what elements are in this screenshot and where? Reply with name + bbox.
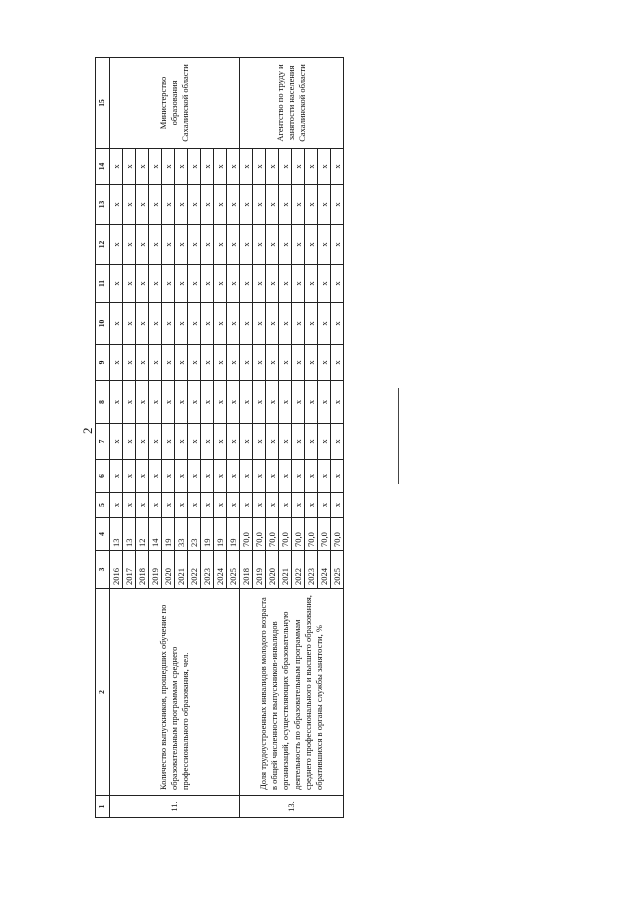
- cross-mark-cell: x: [266, 345, 279, 381]
- cross-mark-cell: x: [149, 225, 162, 265]
- cross-mark-cell: x: [214, 265, 227, 303]
- cross-mark-cell: x: [214, 493, 227, 518]
- cross-mark-cell: x: [227, 345, 240, 381]
- cross-mark-cell: x: [240, 303, 253, 345]
- cross-mark-cell: x: [279, 149, 292, 185]
- cross-mark-cell: x: [331, 149, 344, 185]
- cross-mark-cell: x: [214, 460, 227, 493]
- cross-mark-cell: x: [318, 493, 331, 518]
- cross-mark-cell: x: [331, 493, 344, 518]
- cross-mark-cell: x: [175, 424, 188, 460]
- cross-mark-cell: x: [123, 149, 136, 185]
- value-cell: 70,0: [240, 518, 253, 551]
- cross-mark-cell: x: [305, 149, 318, 185]
- indicator-number: 11.: [110, 796, 240, 818]
- cross-mark-cell: x: [331, 424, 344, 460]
- cross-mark-cell: x: [214, 381, 227, 424]
- cross-mark-cell: x: [201, 460, 214, 493]
- cross-mark-cell: x: [279, 265, 292, 303]
- cross-mark-cell: x: [175, 185, 188, 225]
- value-cell: 13: [110, 518, 123, 551]
- column-header-9: 9: [96, 345, 110, 381]
- cross-mark-cell: x: [331, 265, 344, 303]
- cross-mark-cell: x: [266, 185, 279, 225]
- cross-mark-cell: x: [136, 460, 149, 493]
- cross-mark-cell: x: [201, 493, 214, 518]
- cross-mark-cell: x: [149, 345, 162, 381]
- cross-mark-cell: x: [201, 424, 214, 460]
- value-cell: 14: [149, 518, 162, 551]
- value-cell: 70,0: [279, 518, 292, 551]
- cross-mark-cell: x: [292, 265, 305, 303]
- value-cell: 70,0: [331, 518, 344, 551]
- cross-mark-cell: x: [188, 225, 201, 265]
- cross-mark-cell: x: [162, 225, 175, 265]
- cross-mark-cell: x: [331, 185, 344, 225]
- cross-mark-cell: x: [253, 265, 266, 303]
- cross-mark-cell: x: [162, 493, 175, 518]
- cross-mark-cell: x: [123, 225, 136, 265]
- year-cell: 2019: [149, 551, 162, 589]
- value-cell: 70,0: [292, 518, 305, 551]
- column-header-6: 6: [96, 460, 110, 493]
- cross-mark-cell: x: [240, 345, 253, 381]
- cross-mark-cell: x: [266, 149, 279, 185]
- cross-mark-cell: x: [149, 381, 162, 424]
- cross-mark-cell: x: [279, 381, 292, 424]
- cross-mark-cell: x: [188, 265, 201, 303]
- cross-mark-cell: x: [279, 493, 292, 518]
- cross-mark-cell: x: [305, 460, 318, 493]
- cross-mark-cell: x: [331, 381, 344, 424]
- cross-mark-cell: x: [292, 303, 305, 345]
- year-cell: 2021: [279, 551, 292, 589]
- year-cell: 2016: [110, 551, 123, 589]
- cross-mark-cell: x: [305, 303, 318, 345]
- cross-mark-cell: x: [149, 149, 162, 185]
- cross-mark-cell: x: [110, 265, 123, 303]
- cross-mark-cell: x: [110, 424, 123, 460]
- cross-mark-cell: x: [253, 381, 266, 424]
- column-header-7: 7: [96, 424, 110, 460]
- cross-mark-cell: x: [227, 460, 240, 493]
- cross-mark-cell: x: [201, 345, 214, 381]
- cross-mark-cell: x: [318, 424, 331, 460]
- indicator-name: Доля трудоустроенных инвалидов молодого возраста в общей численности выпускников-инвалидов организаций, осуществляющих образовательную деятельность по образовательным программам среднего профессионального и высшего образования, обратившихся в органы службы занятости, %: [240, 589, 344, 796]
- cross-mark-cell: x: [253, 493, 266, 518]
- value-cell: 70,0: [318, 518, 331, 551]
- cross-mark-cell: x: [292, 424, 305, 460]
- cross-mark-cell: x: [110, 303, 123, 345]
- cross-mark-cell: x: [175, 460, 188, 493]
- value-cell: 19: [214, 518, 227, 551]
- cross-mark-cell: x: [266, 381, 279, 424]
- column-header-13: 13: [96, 185, 110, 225]
- cross-mark-cell: x: [292, 493, 305, 518]
- cross-mark-cell: x: [149, 460, 162, 493]
- cross-mark-cell: x: [253, 345, 266, 381]
- cross-mark-cell: x: [136, 493, 149, 518]
- cross-mark-cell: x: [318, 460, 331, 493]
- cross-mark-cell: x: [318, 265, 331, 303]
- cross-mark-cell: x: [279, 424, 292, 460]
- cross-mark-cell: x: [279, 303, 292, 345]
- year-cell: 2025: [227, 551, 240, 589]
- cross-mark-cell: x: [305, 225, 318, 265]
- cross-mark-cell: x: [175, 303, 188, 345]
- cross-mark-cell: x: [331, 460, 344, 493]
- cross-mark-cell: x: [318, 185, 331, 225]
- cross-mark-cell: x: [162, 424, 175, 460]
- cross-mark-cell: x: [162, 460, 175, 493]
- cross-mark-cell: x: [318, 345, 331, 381]
- cross-mark-cell: x: [175, 345, 188, 381]
- column-header-5: 5: [96, 493, 110, 518]
- cross-mark-cell: x: [292, 149, 305, 185]
- cross-mark-cell: x: [123, 493, 136, 518]
- cross-mark-cell: x: [240, 265, 253, 303]
- cross-mark-cell: x: [227, 265, 240, 303]
- cross-mark-cell: x: [110, 185, 123, 225]
- value-cell: 19: [201, 518, 214, 551]
- cross-mark-cell: x: [188, 185, 201, 225]
- cross-mark-cell: x: [201, 185, 214, 225]
- cross-mark-cell: x: [266, 424, 279, 460]
- indicator-name: Количество выпускников, прошедших обучение по образовательным программам среднего профессионального образования, чел.: [110, 589, 240, 796]
- page-number: 2: [80, 427, 95, 434]
- year-cell: 2023: [201, 551, 214, 589]
- value-cell: 70,0: [253, 518, 266, 551]
- cross-mark-cell: x: [240, 149, 253, 185]
- year-cell: 2022: [292, 551, 305, 589]
- cross-mark-cell: x: [123, 185, 136, 225]
- cross-mark-cell: x: [253, 460, 266, 493]
- column-header-10: 10: [96, 303, 110, 345]
- cross-mark-cell: x: [214, 424, 227, 460]
- cross-mark-cell: x: [279, 345, 292, 381]
- cross-mark-cell: x: [110, 345, 123, 381]
- indicators-table: [95, 57, 344, 818]
- cross-mark-cell: x: [214, 149, 227, 185]
- cross-mark-cell: x: [240, 185, 253, 225]
- cross-mark-cell: x: [110, 225, 123, 265]
- column-header-14: 14: [96, 149, 110, 185]
- margin-rule: [398, 388, 399, 484]
- cross-mark-cell: x: [123, 345, 136, 381]
- cross-mark-cell: x: [331, 225, 344, 265]
- value-cell: 12: [136, 518, 149, 551]
- cross-mark-cell: x: [292, 460, 305, 493]
- cross-mark-cell: x: [240, 381, 253, 424]
- cross-mark-cell: x: [292, 345, 305, 381]
- year-cell: 2019: [253, 551, 266, 589]
- cross-mark-cell: x: [162, 345, 175, 381]
- cross-mark-cell: x: [305, 493, 318, 518]
- cross-mark-cell: x: [318, 303, 331, 345]
- cross-mark-cell: x: [240, 460, 253, 493]
- cross-mark-cell: x: [201, 149, 214, 185]
- cross-mark-cell: x: [253, 303, 266, 345]
- column-header-2: 2: [96, 589, 110, 796]
- cross-mark-cell: x: [292, 381, 305, 424]
- cross-mark-cell: x: [175, 149, 188, 185]
- cross-mark-cell: x: [123, 303, 136, 345]
- cross-mark-cell: x: [136, 303, 149, 345]
- cross-mark-cell: x: [266, 303, 279, 345]
- cross-mark-cell: x: [266, 225, 279, 265]
- table-row: [110, 58, 123, 818]
- year-cell: 2021: [175, 551, 188, 589]
- column-header-4: 4: [96, 518, 110, 551]
- executor-cell: Агентство по труду и занятости населения Сахалинской области: [240, 58, 344, 149]
- cross-mark-cell: x: [305, 185, 318, 225]
- cross-mark-cell: x: [305, 345, 318, 381]
- year-cell: 2018: [240, 551, 253, 589]
- cross-mark-cell: x: [175, 265, 188, 303]
- cross-mark-cell: x: [110, 493, 123, 518]
- cross-mark-cell: x: [110, 381, 123, 424]
- year-cell: 2017: [123, 551, 136, 589]
- value-cell: 13: [123, 518, 136, 551]
- executor-cell: Министерство образования Сахалинской области: [110, 58, 240, 149]
- cross-mark-cell: x: [201, 381, 214, 424]
- cross-mark-cell: x: [253, 225, 266, 265]
- cross-mark-cell: x: [188, 493, 201, 518]
- cross-mark-cell: x: [162, 265, 175, 303]
- value-cell: 19: [162, 518, 175, 551]
- cross-mark-cell: x: [305, 381, 318, 424]
- column-header-12: 12: [96, 225, 110, 265]
- year-cell: 2020: [162, 551, 175, 589]
- cross-mark-cell: x: [136, 345, 149, 381]
- table-body: [96, 58, 344, 818]
- cross-mark-cell: x: [188, 424, 201, 460]
- cross-mark-cell: x: [162, 149, 175, 185]
- cross-mark-cell: x: [227, 493, 240, 518]
- rotated-table-container: [95, 58, 353, 818]
- value-cell: 23: [188, 518, 201, 551]
- year-cell: 2024: [318, 551, 331, 589]
- cross-mark-cell: x: [279, 225, 292, 265]
- cross-mark-cell: x: [123, 381, 136, 424]
- cross-mark-cell: x: [201, 303, 214, 345]
- cross-mark-cell: x: [136, 265, 149, 303]
- column-header-15: 15: [96, 58, 110, 149]
- indicator-number: 13.: [240, 796, 344, 818]
- cross-mark-cell: x: [188, 303, 201, 345]
- cross-mark-cell: x: [292, 225, 305, 265]
- cross-mark-cell: x: [123, 460, 136, 493]
- cross-mark-cell: x: [253, 149, 266, 185]
- cross-mark-cell: x: [149, 303, 162, 345]
- cross-mark-cell: x: [318, 225, 331, 265]
- cross-mark-cell: x: [292, 185, 305, 225]
- cross-mark-cell: x: [201, 225, 214, 265]
- cross-mark-cell: x: [162, 303, 175, 345]
- cross-mark-cell: x: [253, 424, 266, 460]
- column-header-1: 1: [96, 796, 110, 818]
- cross-mark-cell: x: [188, 460, 201, 493]
- cross-mark-cell: x: [279, 460, 292, 493]
- cross-mark-cell: x: [266, 460, 279, 493]
- cross-mark-cell: x: [110, 149, 123, 185]
- table-row: [240, 58, 253, 818]
- cross-mark-cell: x: [136, 381, 149, 424]
- year-cell: 2018: [136, 551, 149, 589]
- cross-mark-cell: x: [266, 265, 279, 303]
- cross-mark-cell: x: [136, 149, 149, 185]
- year-cell: 2024: [214, 551, 227, 589]
- cross-mark-cell: x: [123, 265, 136, 303]
- cross-mark-cell: x: [214, 185, 227, 225]
- cross-mark-cell: x: [175, 493, 188, 518]
- cross-mark-cell: x: [201, 265, 214, 303]
- cross-mark-cell: x: [136, 185, 149, 225]
- cross-mark-cell: x: [227, 303, 240, 345]
- cross-mark-cell: x: [331, 345, 344, 381]
- cross-mark-cell: x: [227, 149, 240, 185]
- cross-mark-cell: x: [188, 381, 201, 424]
- value-cell: 70,0: [305, 518, 318, 551]
- cross-mark-cell: x: [214, 303, 227, 345]
- cross-mark-cell: x: [188, 345, 201, 381]
- value-cell: 19: [227, 518, 240, 551]
- cross-mark-cell: x: [227, 424, 240, 460]
- header-row: [96, 58, 110, 818]
- value-cell: 33: [175, 518, 188, 551]
- cross-mark-cell: x: [240, 225, 253, 265]
- cross-mark-cell: x: [331, 303, 344, 345]
- cross-mark-cell: x: [136, 424, 149, 460]
- cross-mark-cell: x: [227, 381, 240, 424]
- cross-mark-cell: x: [253, 185, 266, 225]
- cross-mark-cell: x: [149, 493, 162, 518]
- cross-mark-cell: x: [149, 185, 162, 225]
- cross-mark-cell: x: [136, 225, 149, 265]
- value-cell: 70,0: [266, 518, 279, 551]
- cross-mark-cell: x: [162, 381, 175, 424]
- cross-mark-cell: x: [240, 424, 253, 460]
- cross-mark-cell: x: [227, 225, 240, 265]
- cross-mark-cell: x: [318, 149, 331, 185]
- cross-mark-cell: x: [318, 381, 331, 424]
- cross-mark-cell: x: [149, 265, 162, 303]
- cross-mark-cell: x: [227, 185, 240, 225]
- year-cell: 2022: [188, 551, 201, 589]
- cross-mark-cell: x: [175, 381, 188, 424]
- cross-mark-cell: x: [279, 185, 292, 225]
- column-header-11: 11: [96, 265, 110, 303]
- column-header-8: 8: [96, 381, 110, 424]
- year-cell: 2020: [266, 551, 279, 589]
- cross-mark-cell: x: [214, 345, 227, 381]
- column-header-3: 3: [96, 551, 110, 589]
- year-cell: 2023: [305, 551, 318, 589]
- year-cell: 2025: [331, 551, 344, 589]
- cross-mark-cell: x: [123, 424, 136, 460]
- cross-mark-cell: x: [266, 493, 279, 518]
- cross-mark-cell: x: [188, 149, 201, 185]
- cross-mark-cell: x: [240, 493, 253, 518]
- cross-mark-cell: x: [305, 424, 318, 460]
- cross-mark-cell: x: [214, 225, 227, 265]
- cross-mark-cell: x: [175, 225, 188, 265]
- cross-mark-cell: x: [162, 185, 175, 225]
- cross-mark-cell: x: [110, 460, 123, 493]
- cross-mark-cell: x: [149, 424, 162, 460]
- cross-mark-cell: x: [305, 265, 318, 303]
